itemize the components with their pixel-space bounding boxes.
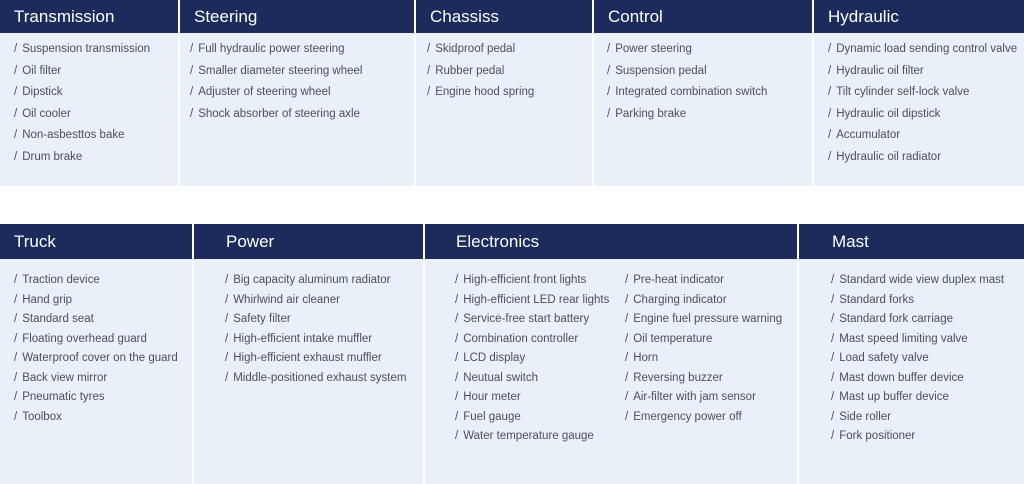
slash-bullet: /: [190, 43, 194, 55]
list-item-label: Load safety valve: [839, 352, 929, 364]
list-item: [831, 349, 1004, 369]
list-item-label: Floating overhead guard: [22, 332, 147, 345]
list-item-label: Fuel gauge: [463, 410, 521, 423]
list-item-label: Engine fuel pressure warning: [633, 313, 783, 325]
list-item: [225, 291, 406, 311]
list-item: [427, 39, 534, 61]
bottom-feature-row: [0, 224, 1024, 484]
slash-bullet: /: [455, 293, 459, 306]
slash-bullet: /: [225, 313, 229, 325]
list-item: [625, 291, 782, 311]
slash-bullet: /: [607, 86, 611, 98]
slash-bullet: /: [828, 64, 832, 77]
list-item: [625, 349, 782, 369]
slash-bullet: /: [14, 332, 18, 345]
list-item-label: Suspension transmission: [22, 43, 151, 55]
list-item-label: Shock absorber of steering axle: [198, 107, 360, 120]
section-hydraulic: [814, 0, 1024, 186]
section-control: [594, 0, 812, 186]
slash-bullet: /: [831, 391, 835, 403]
list-item-label: Emergency power off: [633, 410, 742, 423]
list-item: [607, 61, 767, 83]
slash-bullet: /: [831, 274, 835, 286]
list-item-label: High-efficient front lights: [463, 274, 587, 286]
slash-bullet: /: [828, 43, 832, 55]
slash-bullet: /: [14, 293, 18, 306]
section-title: Truck: [0, 224, 192, 259]
list-item: [427, 61, 534, 83]
list-item: [14, 104, 150, 126]
list-item: [625, 388, 782, 408]
slash-bullet: /: [625, 410, 629, 423]
feature-list: [607, 39, 767, 125]
list-item-label: Mast down buffer device: [839, 371, 964, 384]
slash-bullet: /: [828, 86, 832, 98]
feature-list: [427, 39, 534, 104]
list-item-label: Back view mirror: [22, 371, 108, 384]
feature-list-right: [625, 271, 782, 427]
slash-bullet: /: [455, 313, 459, 325]
section-truck: [0, 224, 192, 484]
slash-bullet: /: [14, 64, 18, 77]
slash-bullet: /: [225, 293, 229, 306]
list-item-label: High-efficient exhaust muffler: [233, 352, 382, 364]
slash-bullet: /: [14, 86, 18, 98]
feature-list: [831, 271, 1004, 447]
feature-list: [190, 39, 362, 125]
list-item-label: Integrated combination switch: [615, 86, 768, 98]
section-title: Steering: [180, 0, 414, 33]
list-item: [625, 369, 782, 389]
slash-bullet: /: [625, 332, 629, 345]
list-item: [225, 369, 406, 389]
list-item: [828, 104, 1017, 126]
list-item: [225, 330, 406, 350]
section-transmission: [0, 0, 178, 186]
list-item-label: Reversing buzzer: [633, 371, 723, 384]
slash-bullet: /: [607, 64, 611, 77]
slash-bullet: /: [625, 293, 629, 306]
list-item: [455, 349, 609, 369]
slash-bullet: /: [831, 313, 835, 325]
list-item-label: Toolbox: [22, 410, 62, 423]
slash-bullet: /: [225, 274, 229, 286]
list-item-label: Adjuster of steering wheel: [198, 86, 331, 98]
list-item: [455, 369, 609, 389]
list-item-label: Water temperature gauge: [463, 430, 594, 442]
list-item: [607, 82, 767, 104]
slash-bullet: /: [828, 150, 832, 163]
list-item-label: LCD display: [463, 352, 526, 364]
list-item: [831, 291, 1004, 311]
list-item: [455, 310, 609, 330]
list-item-label: Standard wide view duplex mast: [839, 274, 1005, 286]
list-item-label: Engine hood spring: [435, 86, 535, 98]
list-item: [14, 271, 178, 291]
list-item: [14, 82, 150, 104]
list-item-label: Charging indicator: [633, 293, 727, 306]
section-title: Control: [594, 0, 812, 33]
slash-bullet: /: [427, 43, 431, 55]
slash-bullet: /: [828, 129, 832, 141]
list-item-label: Hydraulic oil filter: [836, 64, 924, 77]
list-item-label: Mast up buffer device: [839, 391, 949, 403]
slash-bullet: /: [14, 43, 18, 55]
section-steering: [180, 0, 414, 186]
list-item-label: Skidproof pedal: [435, 43, 516, 55]
list-item-label: Mast speed limiting valve: [839, 332, 968, 345]
section-title: Transmission: [0, 0, 178, 33]
list-item: [190, 82, 362, 104]
list-item-label: Middle-positioned exhaust system: [233, 371, 407, 384]
slash-bullet: /: [14, 352, 18, 364]
section-power: [194, 224, 423, 484]
list-item-label: Hand grip: [22, 293, 73, 306]
list-item: [625, 271, 782, 291]
list-item: [455, 388, 609, 408]
list-item-label: Waterproof cover on the guard: [22, 352, 178, 364]
slash-bullet: /: [14, 313, 18, 325]
list-item: [190, 39, 362, 61]
slash-bullet: /: [607, 107, 611, 120]
list-item: [831, 427, 1004, 447]
slash-bullet: /: [14, 391, 18, 403]
list-item: [828, 39, 1017, 61]
list-item-label: Oil filter: [22, 64, 62, 77]
list-item: [455, 330, 609, 350]
list-item-label: Standard seat: [22, 313, 94, 325]
list-item-label: Standard fork carriage: [839, 313, 953, 325]
list-item-label: High-efficient intake muffler: [233, 332, 373, 345]
list-item: [625, 330, 782, 350]
list-item-label: Parking brake: [615, 107, 687, 120]
slash-bullet: /: [831, 293, 835, 306]
list-item: [225, 271, 406, 291]
list-item-label: Rubber pedal: [435, 64, 505, 77]
list-item-label: Traction device: [22, 274, 100, 286]
list-item: [225, 310, 406, 330]
slash-bullet: /: [190, 86, 194, 98]
section-chassiss: [416, 0, 592, 186]
slash-bullet: /: [14, 150, 18, 163]
list-item-label: Combination controller: [463, 332, 579, 345]
slash-bullet: /: [828, 107, 832, 120]
slash-bullet: /: [14, 107, 18, 120]
slash-bullet: /: [625, 371, 629, 384]
list-item-label: Hydraulic oil dipstick: [836, 107, 941, 120]
slash-bullet: /: [14, 410, 18, 423]
slash-bullet: /: [14, 274, 18, 286]
list-item-label: Horn: [633, 352, 659, 364]
slash-bullet: /: [625, 352, 629, 364]
list-item-label: Power steering: [615, 43, 692, 55]
slash-bullet: /: [607, 43, 611, 55]
list-item: [455, 408, 609, 428]
slash-bullet: /: [831, 332, 835, 345]
list-item: [14, 369, 178, 389]
list-item: [14, 147, 150, 169]
list-item-label: Tilt cylinder self-lock valve: [836, 86, 970, 98]
list-item: [607, 39, 767, 61]
slash-bullet: /: [225, 332, 229, 345]
list-item-label: Pneumatic tyres: [22, 391, 105, 403]
list-item: [14, 291, 178, 311]
list-item: [828, 147, 1017, 169]
section-mast: [799, 224, 1024, 484]
list-item: [625, 310, 782, 330]
list-item-label: Non-asbesttos bake: [22, 129, 125, 141]
list-item-label: Oil cooler: [22, 107, 71, 120]
list-item-label: Smaller diameter steering wheel: [198, 64, 363, 77]
slash-bullet: /: [427, 86, 431, 98]
list-item: [625, 408, 782, 428]
list-item: [455, 291, 609, 311]
list-item-label: Dynamic load sending control valve: [836, 43, 1018, 55]
section-electronics: [425, 224, 797, 484]
feature-list: [828, 39, 1017, 168]
list-item: [607, 104, 767, 126]
list-item-label: Fork positioner: [839, 430, 916, 442]
list-item-label: Whirlwind air cleaner: [233, 293, 340, 306]
list-item: [14, 310, 178, 330]
slash-bullet: /: [625, 391, 629, 403]
list-item: [14, 61, 150, 83]
list-item-label: Neutual switch: [463, 371, 538, 384]
list-item: [455, 427, 609, 447]
list-item: [225, 349, 406, 369]
slash-bullet: /: [190, 64, 194, 77]
slash-bullet: /: [14, 129, 18, 141]
list-item: [14, 330, 178, 350]
list-item: [455, 271, 609, 291]
slash-bullet: /: [831, 410, 835, 423]
feature-list: [14, 271, 178, 427]
section-title: Chassiss: [416, 0, 592, 33]
slash-bullet: /: [455, 274, 459, 286]
list-item-label: Safety filter: [233, 313, 291, 325]
list-item: [831, 388, 1004, 408]
slash-bullet: /: [225, 352, 229, 364]
section-title: Mast: [799, 224, 1024, 259]
list-item-label: High-efficient LED rear lights: [463, 293, 610, 306]
top-feature-row: [0, 0, 1024, 186]
slash-bullet: /: [455, 410, 459, 423]
list-item: [14, 388, 178, 408]
list-item: [828, 82, 1017, 104]
slash-bullet: /: [831, 430, 835, 442]
feature-list: [225, 271, 406, 388]
list-item-label: Hydraulic oil radiator: [836, 150, 942, 163]
list-item: [14, 39, 150, 61]
list-item-label: Full hydraulic power steering: [198, 43, 345, 55]
slash-bullet: /: [455, 391, 459, 403]
slash-bullet: /: [455, 371, 459, 384]
slash-bullet: /: [190, 107, 194, 120]
slash-bullet: /: [455, 430, 459, 442]
slash-bullet: /: [831, 371, 835, 384]
list-item-label: Air-filter with jam sensor: [633, 391, 756, 403]
slash-bullet: /: [14, 371, 18, 384]
list-item-label: Service-free start battery: [463, 313, 590, 325]
slash-bullet: /: [831, 352, 835, 364]
feature-list: [14, 39, 150, 168]
slash-bullet: /: [455, 352, 459, 364]
list-item: [831, 369, 1004, 389]
slash-bullet: /: [455, 332, 459, 345]
section-title: Hydraulic: [814, 0, 1024, 33]
list-item-label: Side roller: [839, 410, 891, 423]
list-item: [14, 349, 178, 369]
feature-list-left: [455, 271, 609, 447]
list-item: [831, 330, 1004, 350]
list-item-label: Hour meter: [463, 391, 521, 403]
list-item: [831, 408, 1004, 428]
list-item-label: Oil temperature: [633, 332, 713, 345]
list-item-label: Big capacity aluminum radiator: [233, 274, 391, 286]
list-item-label: Standard forks: [839, 293, 914, 306]
list-item-label: Dipstick: [22, 86, 63, 98]
slash-bullet: /: [225, 371, 229, 384]
list-item: [831, 271, 1004, 291]
list-item: [14, 125, 150, 147]
list-item: [828, 61, 1017, 83]
list-item: [190, 104, 362, 126]
list-item-label: Pre-heat indicator: [633, 274, 724, 286]
slash-bullet: /: [625, 313, 629, 325]
list-item: [14, 408, 178, 428]
list-item: [831, 310, 1004, 330]
slash-bullet: /: [427, 64, 431, 77]
list-item: [190, 61, 362, 83]
list-item: [427, 82, 534, 104]
list-item-label: Accumulator: [836, 129, 901, 141]
section-title: Electronics: [425, 224, 797, 259]
list-item-label: Drum brake: [22, 150, 83, 163]
slash-bullet: /: [625, 274, 629, 286]
section-title: Power: [194, 224, 423, 259]
list-item: [828, 125, 1017, 147]
list-item-label: Suspension pedal: [615, 64, 707, 77]
